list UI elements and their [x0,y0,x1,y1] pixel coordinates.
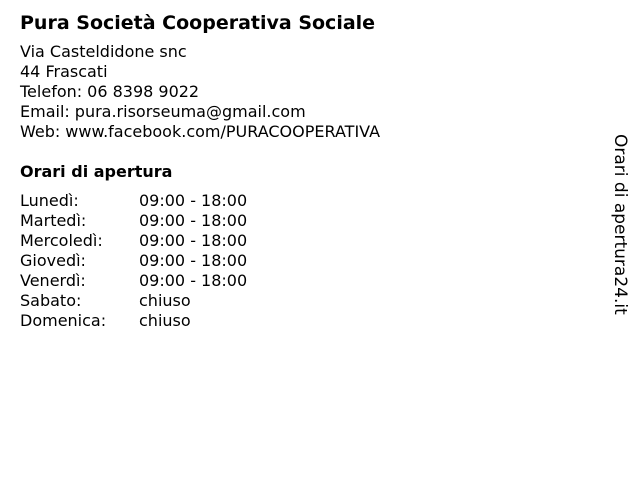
day-hours: 09:00 - 18:00 [139,251,248,270]
hours-row-giovedi [20,251,580,271]
day-hours: chiuso [139,291,191,310]
day-label: Mercoledì: [20,231,103,250]
day-label: Martedì: [20,211,87,230]
day-label: Giovedì: [20,251,86,270]
phone-value[interactable]: 06 8398 9022 [87,82,200,101]
business-name: Pura Società Cooperativa Sociale [20,12,376,34]
day-hours: 09:00 - 18:00 [139,271,248,290]
day-hours: 09:00 - 18:00 [139,211,248,230]
web-link[interactable]: www.facebook.com/PURACOOPERATIVA [65,122,381,141]
day-label: Sabato: [20,291,82,310]
day-label: Lunedì: [20,191,79,210]
hours-row-lunedi [20,191,580,211]
contact-block [20,42,580,142]
city-line: 44 Frascati [20,62,108,81]
opening-hours-table [20,191,580,331]
day-label: Venerdì: [20,271,86,290]
opening-hours-title: Orari di apertura [20,162,173,181]
web-label: Web: [20,122,61,141]
phone-line [20,82,580,102]
hours-row-domenica [20,311,580,331]
business-card [20,10,580,331]
day-hours: 09:00 - 18:00 [139,191,248,210]
email-value[interactable]: pura.risorseuma@gmail.com [74,102,306,121]
day-hours: chiuso [139,311,191,330]
email-line [20,102,580,122]
hours-row-sabato [20,291,580,311]
hours-row-mercoledi [20,231,580,251]
day-label: Domenica: [20,311,107,330]
hours-row-martedi [20,211,580,231]
day-hours: 09:00 - 18:00 [139,231,248,250]
web-line [20,122,580,142]
email-label: Email: [20,102,70,121]
address-line: Via Casteldidone snc [20,42,187,61]
phone-label: Telefon: [20,82,83,101]
hours-row-venerdi [20,271,580,291]
site-brand-vertical[interactable]: Orari di apertura24.it [610,134,630,315]
